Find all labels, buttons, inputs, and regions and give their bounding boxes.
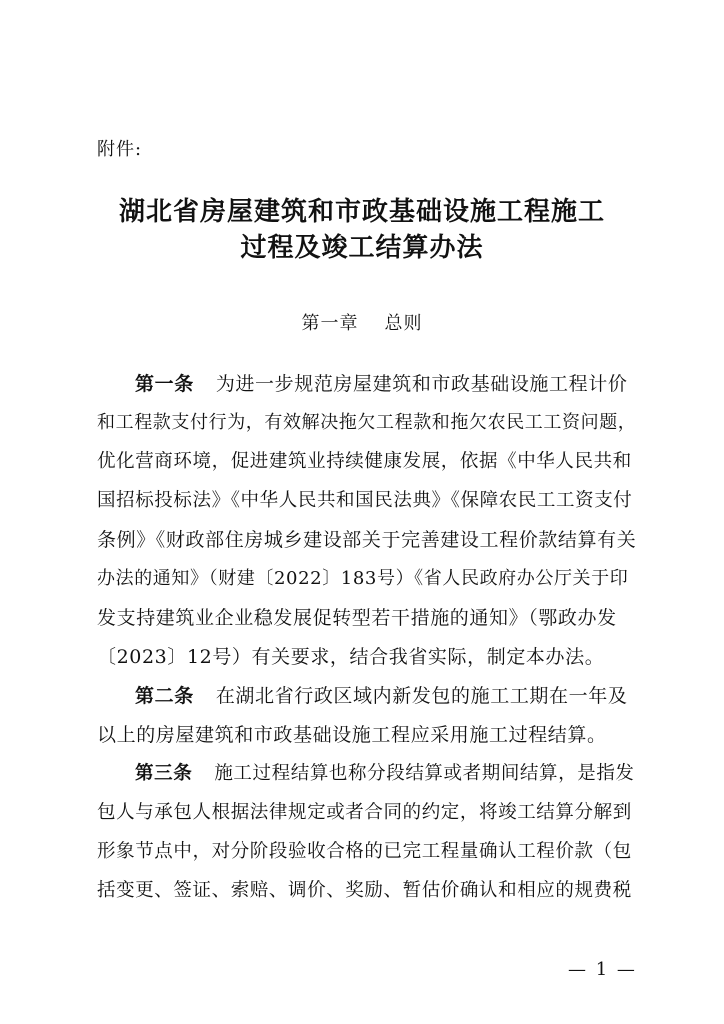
article-2-text: 在湖北省行政区域内新发包的施工工期在一年及 xyxy=(215,685,628,707)
article-1-line-6: 办法的通知》（财建〔2022〕183号）《省人民政府办公厅关于印 xyxy=(97,568,629,589)
article-3-text: 施工过程结算也称分段结算或者期间结算，是指发 xyxy=(214,763,635,784)
chapter-number: 第一章 xyxy=(301,313,359,334)
article-1-line-5: 条例》《财政部住房城乡建设部关于完善建设工程价款结算有关 xyxy=(97,529,637,551)
attachment-label: 附件: xyxy=(97,139,143,160)
article-2-line-2: 以上的房屋建筑和市政基础设施工程应采用施工过程结算。 xyxy=(97,724,607,746)
article-1-line-8: 〔2023〕12号）有关要求，结合我省实际，制定本办法。 xyxy=(97,646,605,668)
article-3-line-4: 括变更、签证、索赔、调价、奖励、暂估价确认和相应的规费税 xyxy=(97,880,632,901)
chapter-name: 总则 xyxy=(384,313,423,334)
document-title-line-1: 湖北省房屋建筑和市政基础设施工程施工 xyxy=(118,197,605,227)
article-1-line-4: 国招标投标法》《中华人民共和国民法典》《保障农民工工资支付 xyxy=(97,490,633,511)
chapter-heading xyxy=(0,311,724,337)
article-3-line-2: 包人与承包人根据法律规定或者合同的约定，将竣工结算分解到 xyxy=(97,802,632,823)
article-3-line-1 xyxy=(135,761,637,787)
article-1-line-1 xyxy=(135,371,637,397)
article-2-label: 第二条 xyxy=(135,685,194,707)
article-3-line-3: 形象节点中，对分阶段验收合格的已完工程量确认工程价款（包 xyxy=(97,841,632,862)
document-title-line-2: 过程及竣工结算办法 xyxy=(240,233,484,263)
article-2-line-1 xyxy=(135,683,637,709)
page-number: — 1 — xyxy=(568,959,637,980)
article-1-line-7: 发支持建筑业企业稳发展促转型若干措施的通知》（鄂政办发 xyxy=(97,607,617,629)
article-1-line-3: 优化营商环境，促进建筑业持续健康发展，依据《中华人民共和 xyxy=(97,451,632,472)
article-1-label: 第一条 xyxy=(135,373,194,395)
article-3-label: 第三条 xyxy=(135,763,193,784)
article-1-line-2: 和工程款支付行为，有效解决拖欠工程款和拖欠农民工工资问题， xyxy=(97,412,637,433)
article-1-text: 为进一步规范房屋建筑和市政基础设施工程计价 xyxy=(215,373,628,395)
